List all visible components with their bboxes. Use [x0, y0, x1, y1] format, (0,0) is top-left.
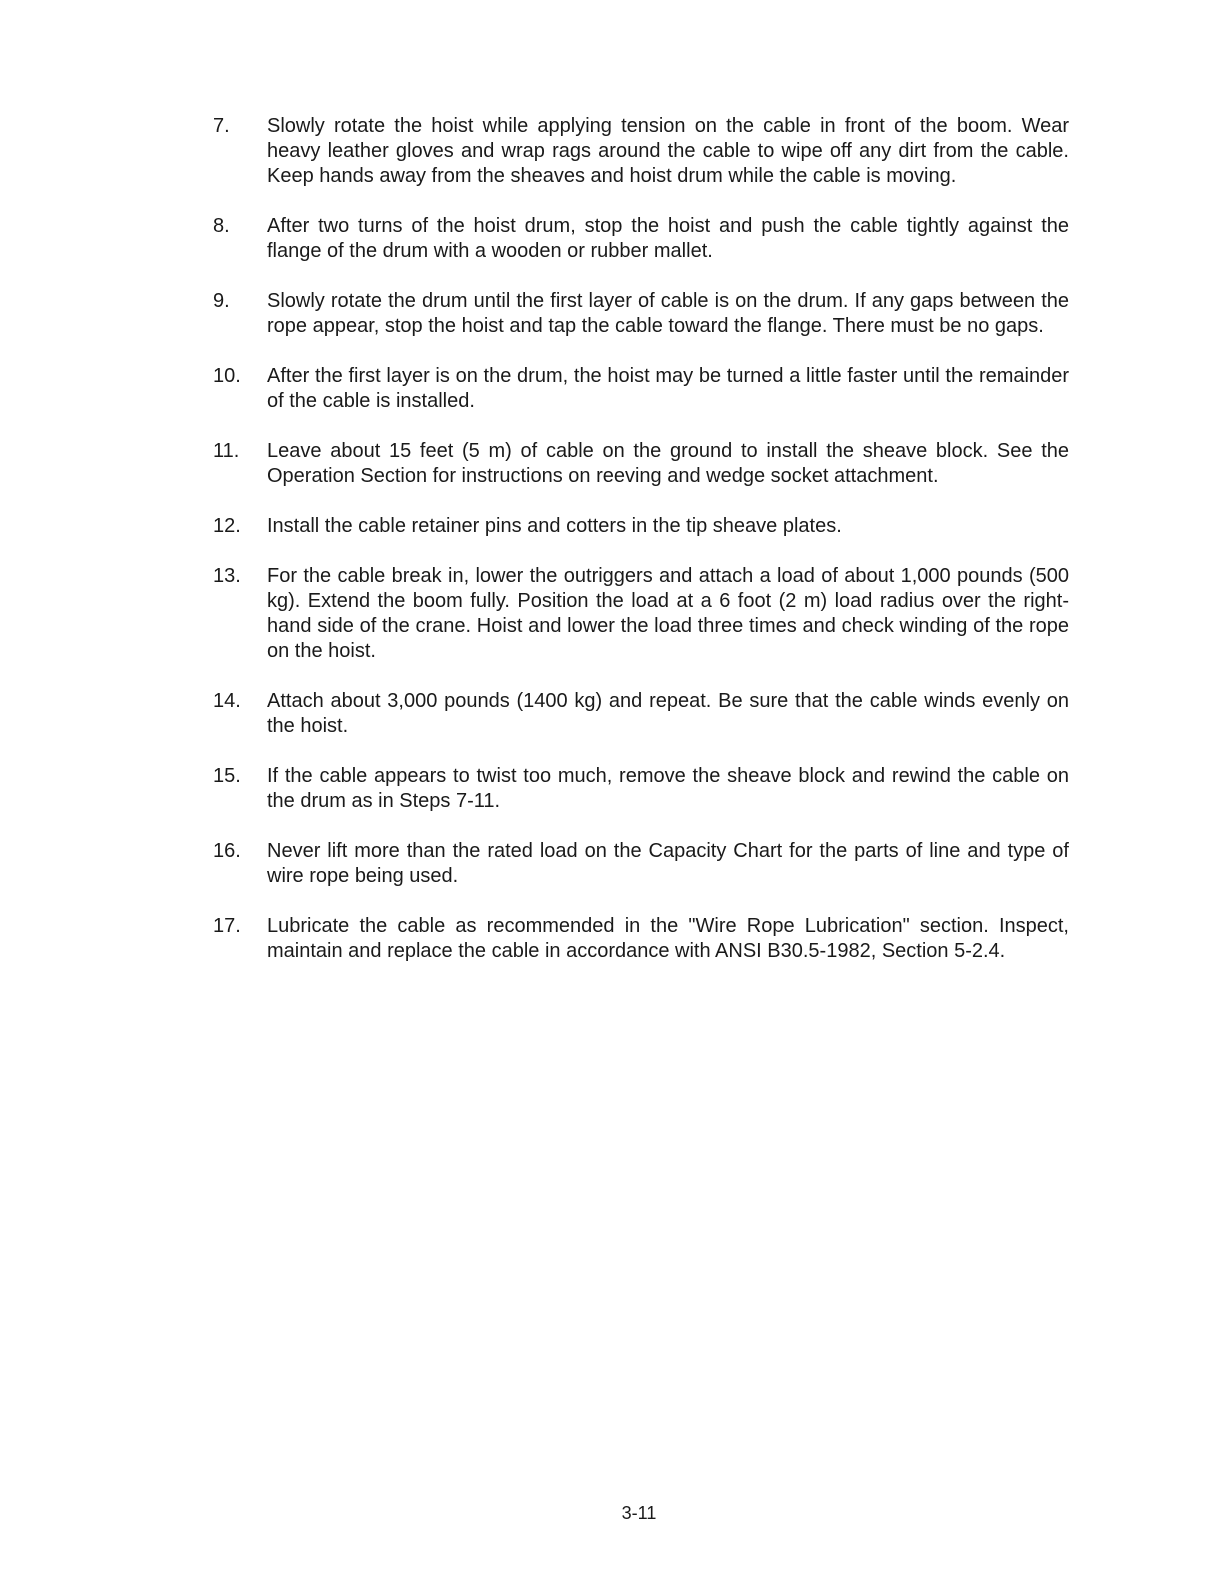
step-number: 8. — [213, 215, 230, 237]
step-number: 12. — [213, 515, 241, 537]
list-item — [213, 214, 1069, 264]
steps-list — [213, 114, 1069, 989]
step-number: 15. — [213, 765, 241, 787]
step-text: Install the cable retainer pins and cotters in the tip sheave plates. — [267, 515, 842, 537]
list-item — [213, 439, 1069, 489]
list-item — [213, 839, 1069, 889]
step-number: 13. — [213, 565, 241, 587]
step-text: After two turns of the hoist drum, stop the hoist and push the cable tightly against the flange of the drum with a wooden or rubber mallet. — [267, 215, 1069, 262]
step-number: 17. — [213, 915, 241, 937]
list-item — [213, 364, 1069, 414]
step-number: 16. — [213, 840, 241, 862]
step-number: 7. — [213, 115, 230, 137]
step-number: 10. — [213, 365, 241, 387]
list-item — [213, 289, 1069, 339]
step-text: Attach about 3,000 pounds (1400 kg) and repeat. Be sure that the cable winds evenly on the hoist. — [267, 690, 1069, 737]
step-text: Slowly rotate the hoist while applying tension on the cable in front of the boom. Wear heavy leather gloves and wrap rags around the cable to wipe off any dirt from the cable. Keep hands away from the sheaves and hoist drum while the cable is moving. — [267, 115, 1069, 187]
step-text: After the first layer is on the drum, the hoist may be turned a little faster until the remainder of the cable is installed. — [267, 365, 1069, 412]
list-item — [213, 514, 1069, 539]
list-item — [213, 914, 1069, 964]
step-text: Never lift more than the rated load on the Capacity Chart for the parts of line and type of wire rope being used. — [267, 840, 1069, 887]
step-text: For the cable break in, lower the outriggers and attach a load of about 1,000 pounds (500 kg). Extend the boom fully. Position the load at a 6 foot (2 m) load radius over the right-hand side of the crane. Hoist and lower the load three times and check winding of the rope on the hoist. — [267, 565, 1069, 662]
list-item — [213, 689, 1069, 739]
step-text: Leave about 15 feet (5 m) of cable on the ground to install the sheave block. See the Operation Section for instructions on reeving and wedge socket attachment. — [267, 440, 1069, 487]
step-number: 11. — [213, 440, 240, 462]
list-item — [213, 114, 1069, 189]
list-item — [213, 564, 1069, 664]
step-text: Slowly rotate the drum until the first layer of cable is on the drum. If any gaps between the rope appear, stop the hoist and tap the cable toward the flange. There must be no gaps. — [267, 290, 1069, 337]
step-text: If the cable appears to twist too much, remove the sheave block and rewind the cable on the drum as in Steps 7-11. — [267, 765, 1069, 812]
step-number: 9. — [213, 290, 230, 312]
list-item — [213, 764, 1069, 814]
step-text: Lubricate the cable as recommended in the "Wire Rope Lubrication" section. Inspect, maintain and replace the cable in accordance with ANSI B30.5-1982, Section 5-2.4. — [267, 915, 1069, 962]
step-number: 14. — [213, 690, 241, 712]
page-number: 3-11 — [621, 1503, 657, 1523]
